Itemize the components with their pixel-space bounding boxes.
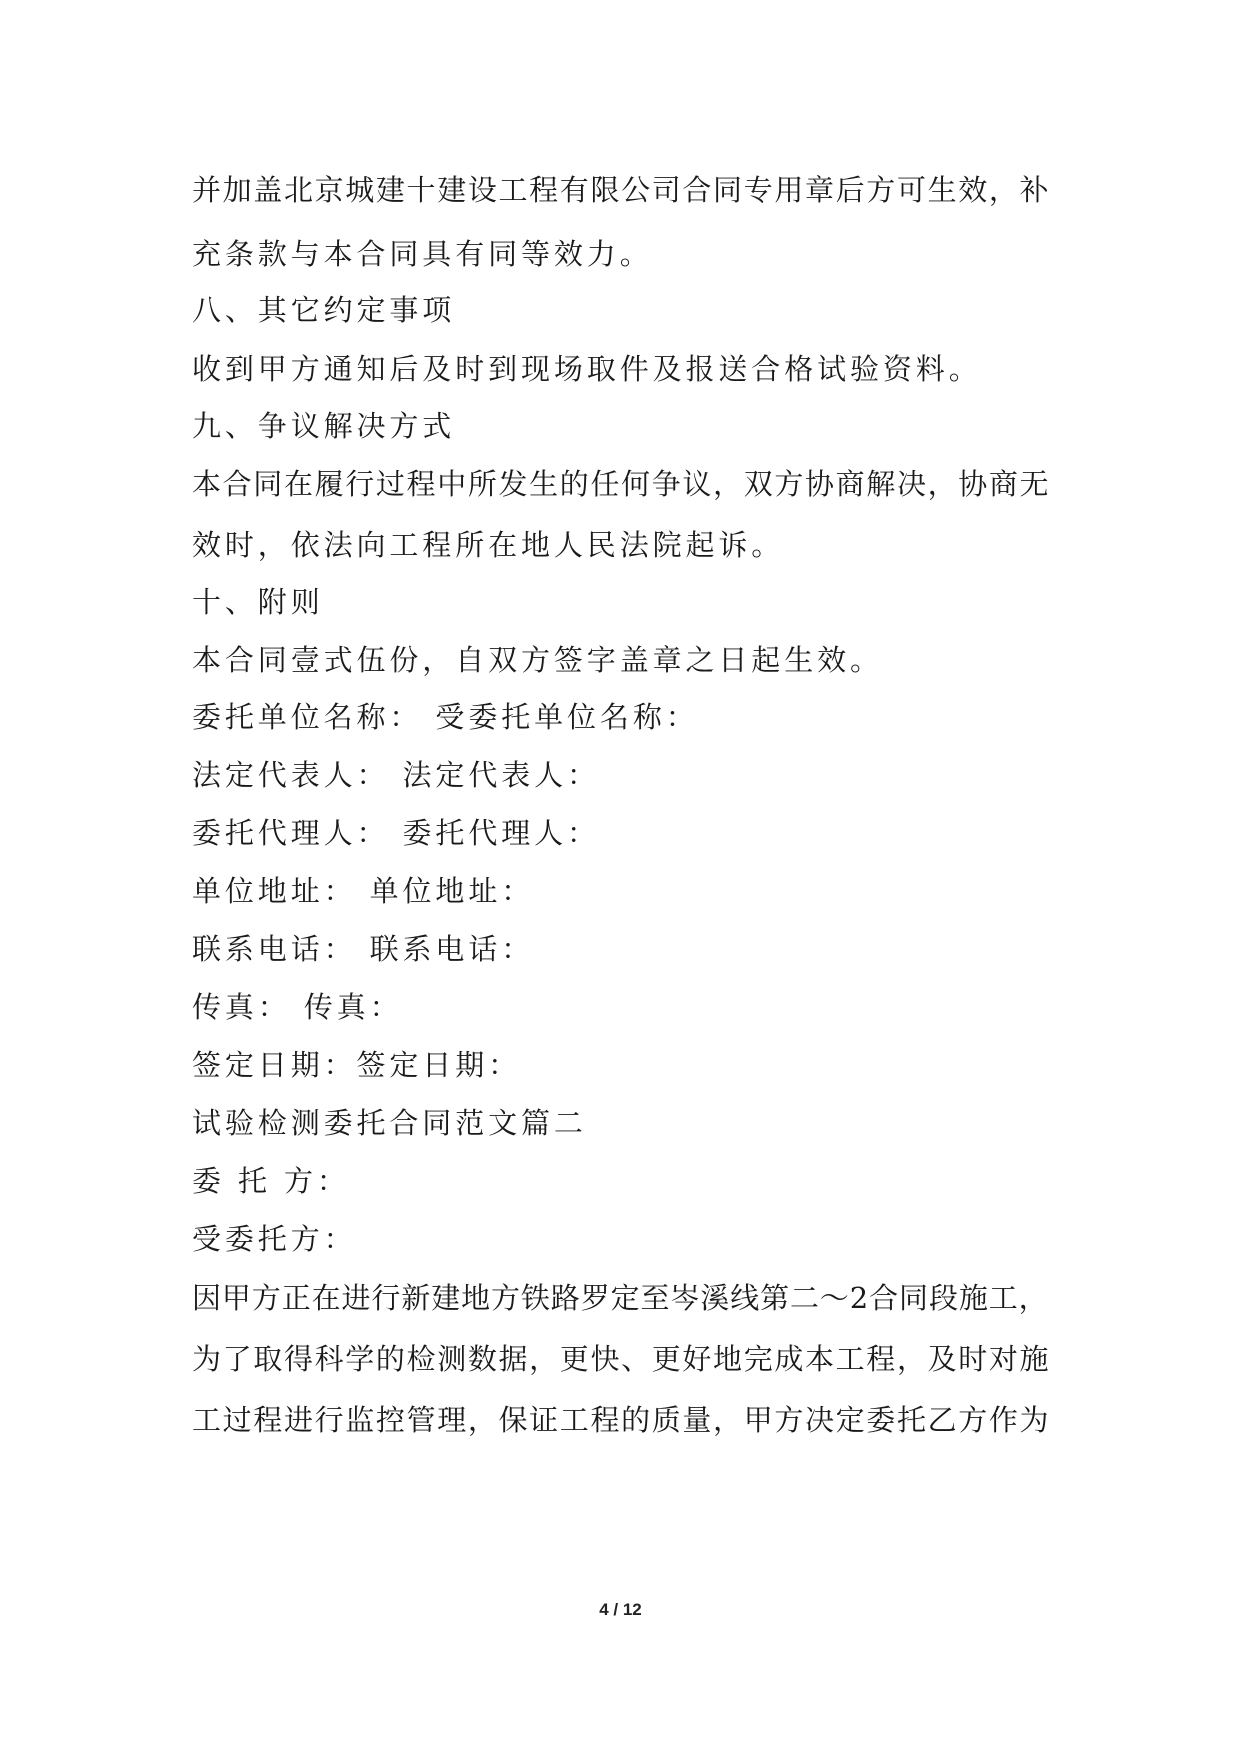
body-text-line: 为了取得科学的检测数据，更快、更好地完成本工程，及时对施 — [192, 1342, 1051, 1376]
party-field-line: 受委托方： — [192, 1222, 357, 1256]
page-number: 4 / 12 — [599, 1600, 642, 1619]
section-heading: 八、其它约定事项 — [192, 293, 456, 327]
body-text-line: 效时，依法向工程所在地人民法院起诉。 — [192, 528, 785, 562]
party-field-line: 委 托 方： — [192, 1164, 350, 1198]
body-text-line: 本合同在履行过程中所发生的任何争议，双方协商解决，协商无 — [192, 467, 1051, 501]
body-text-line: 并加盖北京城建十建设工程有限公司合同专用章后方可生效，补 — [192, 173, 1051, 207]
body-text-line: 充条款与本合同具有同等效力。 — [192, 237, 653, 271]
signature-field-line: 法定代表人： 法定代表人： — [192, 758, 600, 792]
signature-field-line: 单位地址： 单位地址： — [192, 874, 535, 908]
article-title: 试验检测委托合同范文篇二 — [192, 1106, 587, 1140]
body-text-line: 因甲方正在进行新建地方铁路罗定至岑溪线第二～2合同段施工， — [192, 1281, 1049, 1315]
signature-field-line: 委托代理人： 委托代理人： — [192, 816, 600, 850]
signature-field-line: 委托单位名称： 受委托单位名称： — [192, 700, 699, 734]
section-heading: 九、争议解决方式 — [192, 409, 456, 443]
body-text-line: 收到甲方通知后及时到现场取件及报送合格试验资料。 — [192, 352, 982, 386]
section-heading: 十、附则 — [192, 585, 324, 619]
signature-field-line: 传真： 传真： — [192, 990, 403, 1024]
signature-field-line: 签定日期：签定日期： — [192, 1048, 522, 1082]
signature-field-line: 联系电话： 联系电话： — [192, 932, 535, 966]
body-text-line: 工过程进行监控管理，保证工程的质量，甲方决定委托乙方作为 — [192, 1403, 1051, 1437]
body-text-line: 本合同壹式伍份，自双方签字盖章之日起生效。 — [192, 643, 883, 677]
